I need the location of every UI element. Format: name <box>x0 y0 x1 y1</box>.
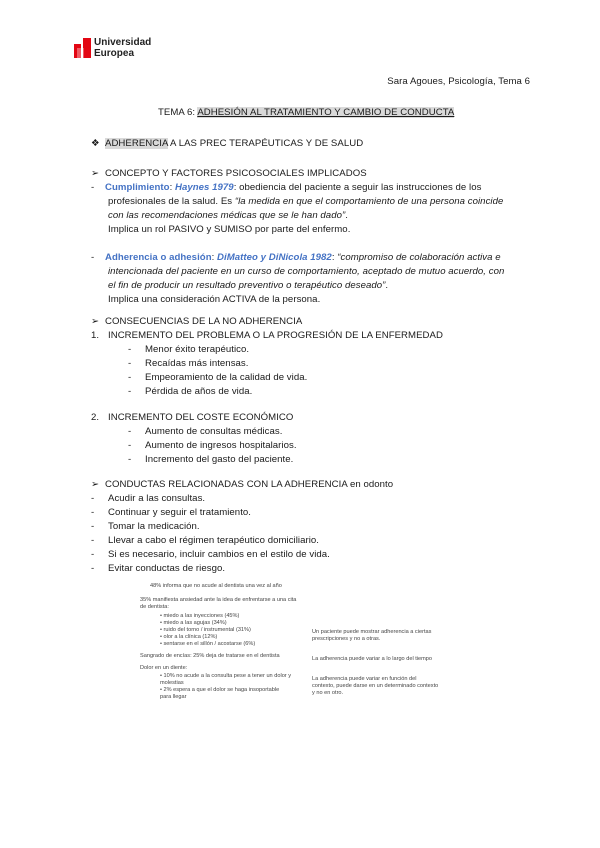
image-text-line: para llegar <box>160 694 187 700</box>
concepto-heading <box>91 167 367 180</box>
concepto-heading-text: CONCEPTO Y FACTORES PSICOSOCIALES IMPLICADOS <box>105 168 367 179</box>
logo-text <box>94 37 151 59</box>
list-item <box>128 425 282 438</box>
dash-bullet: - <box>128 386 132 397</box>
image-text-line: • ruido del torno / instrumental (31%) <box>160 627 251 633</box>
dash-bullet: - <box>91 493 95 504</box>
adherencia-line-1 <box>91 251 501 264</box>
title-prefix: TEMA 6: <box>158 107 198 118</box>
consecuencias-group-2-title <box>91 411 293 424</box>
cumplimiento-line-3 <box>108 209 348 222</box>
header-author-info: Sara Agoues, Psicología, Tema 6 <box>387 76 530 87</box>
list-item <box>128 343 249 356</box>
list-item <box>128 453 293 466</box>
dash-bullet: - <box>128 344 132 355</box>
image-text-line: • sentarse en el sillón / acostarse (6%) <box>160 641 256 647</box>
dash-bullet: - <box>91 535 95 546</box>
list-item-text: Continuar y seguir el tratamiento. <box>108 507 252 518</box>
logo-mark-icon <box>74 38 91 58</box>
image-text-line: 35% manifiesta ansiedad ante la idea de enfrentarse a una cita <box>140 597 297 603</box>
image-note-line: La adherencia puede variar en función del <box>312 676 417 682</box>
adherencia-line-2: intencionada del paciente en un curso de comportamiento, aceptado de mutuo acuerdo, con <box>108 266 505 277</box>
image-note-line: y no en otro. <box>312 690 344 696</box>
list-item-text: Evitar conductas de riesgo. <box>108 563 226 574</box>
image-text-line: • olor a la clínica (12%) <box>160 634 218 640</box>
image-text-line: • 2% espera a que el dolor se haga insoportable <box>160 687 280 693</box>
image-note-line: prescripciones y no a otras. <box>312 636 381 642</box>
conductas-heading <box>91 478 393 491</box>
list-number: 2. <box>91 412 100 423</box>
list-item <box>91 506 251 519</box>
cumplimiento-line-2 <box>108 195 503 208</box>
cumplimiento-text-2: profesionales de la salud. Es <box>108 196 235 207</box>
period: . <box>385 280 389 291</box>
university-logo <box>74 37 164 63</box>
arrow-bullet-icon: ➢ <box>91 479 100 490</box>
cumplimiento-quote-1: “la medida en que el comportamiento de una persona coincide <box>234 196 504 207</box>
dash-bullet: - <box>91 182 95 193</box>
group-title: INCREMENTO DEL COSTE ECONÓMICO <box>108 412 294 423</box>
image-text-line: 48% informa que no acude al dentista una vez al año <box>150 583 282 589</box>
image-text-line: de dentista: <box>140 604 169 610</box>
dash-bullet: - <box>128 454 132 465</box>
cumplimiento-text: : obediencia del paciente a seguir las instrucciones de los <box>233 182 482 193</box>
page-title <box>158 106 454 119</box>
logo-line-2: Europea <box>94 48 135 59</box>
image-note-line: Un paciente puede mostrar adherencia a ciertas <box>312 629 432 635</box>
diamond-bullet-icon: ❖ <box>91 138 100 149</box>
title-highlight: ADHESIÓN AL TRATAMIENTO Y CAMBIO DE CONDUCTA <box>197 107 455 118</box>
cumplimiento-term: Cumplimiento <box>105 182 170 193</box>
image-text-line: • miedo a las inyecciones (45%) <box>160 613 240 619</box>
list-item <box>128 385 252 398</box>
cumplimiento-author: Haynes 1979 <box>175 182 234 193</box>
list-item-text: Menor éxito terapéutico. <box>145 344 250 355</box>
image-text-line: • miedo a las agujas (34%) <box>160 620 227 626</box>
list-item-text: Incremento del gasto del paciente. <box>145 454 294 465</box>
period: . <box>345 210 348 221</box>
adherencia-line-4: Implica una consideración ACTIVA de la persona. <box>108 294 321 305</box>
colon-2: : <box>331 252 338 263</box>
conductas-heading-text: CONDUCTAS RELACIONADAS CON LA ADHERENCIA en odonto <box>105 479 394 490</box>
dash-bullet: - <box>128 426 132 437</box>
list-item <box>91 534 319 547</box>
list-item <box>91 548 330 561</box>
adherencia-line-3 <box>108 279 388 292</box>
image-text-line: Sangrado de encías: 25% deja de tratarse en el dentista <box>140 653 280 659</box>
dash-bullet: - <box>91 563 95 574</box>
image-text-line: • 10% no acude a la consulta pese a tener un dolor y <box>160 673 292 679</box>
dash-bullet: - <box>128 372 132 383</box>
list-item-text: Empeoramiento de la calidad de vida. <box>145 372 308 383</box>
cumplimiento-line-1 <box>91 181 481 194</box>
list-item <box>128 371 307 384</box>
list-item-text: Recaídas más intensas. <box>145 358 249 369</box>
dash-bullet: - <box>91 252 95 263</box>
logo-line-1: Universidad <box>94 37 152 48</box>
adherencia-author: DiMatteo y DiNicola 1982 <box>217 252 332 263</box>
consecuencias-group-1-title <box>91 329 443 342</box>
embedded-slide-image <box>140 583 472 703</box>
list-item-text: Aumento de consultas médicas. <box>145 426 283 437</box>
section-rest: A LAS PREC TERAPÉUTICAS Y DE SALUD <box>167 138 364 149</box>
list-item-text: Pérdida de años de vida. <box>145 386 253 397</box>
image-text-line: molestias <box>160 680 184 686</box>
list-item-text: Tomar la medicación. <box>108 521 200 532</box>
consecuencias-heading-text: CONSECUENCIAS DE LA NO ADHERENCIA <box>105 316 303 327</box>
group-title: INCREMENTO DEL PROBLEMA O LA PROGRESIÓN DE LA ENFERMEDAD <box>108 330 443 341</box>
list-item <box>91 492 205 505</box>
dash-bullet: - <box>91 549 95 560</box>
list-item-text: Aumento de ingresos hospitalarios. <box>145 440 297 451</box>
cumplimiento-quote-2: con las recomendaciones médicas que se le han dado” <box>108 210 346 221</box>
dash-bullet: - <box>91 507 95 518</box>
list-item-text: Si es necesario, incluir cambios en el estilo de vida. <box>108 549 330 560</box>
section-heading-adherencia <box>91 137 363 150</box>
list-item <box>128 357 248 370</box>
image-note-line: contexto, puede darse en un determinado contexto <box>312 683 439 689</box>
arrow-bullet-icon: ➢ <box>91 316 100 327</box>
list-item-text: Acudir a las consultas. <box>108 493 206 504</box>
list-item <box>128 439 297 452</box>
list-item <box>91 562 225 575</box>
cumplimiento-line-4: Implica un rol PASIVO y SUMISO por parte del enfermo. <box>108 224 351 235</box>
colon: : <box>169 182 175 193</box>
dash-bullet: - <box>128 358 132 369</box>
list-item-text: Llevar a cabo el régimen terapéutico domiciliario. <box>108 535 320 546</box>
colon: : <box>211 252 218 263</box>
adherencia-quote-1: “compromiso de colaboración activa e <box>337 252 501 263</box>
image-note-line: La adherencia puede variar a lo largo del tiempo <box>312 656 433 662</box>
dash-bullet: - <box>91 521 95 532</box>
adherencia-term: Adherencia o adhesión <box>105 252 212 263</box>
arrow-bullet-icon: ➢ <box>91 168 100 179</box>
dash-bullet: - <box>128 440 132 451</box>
list-item <box>91 520 200 533</box>
adherencia-quote-3: el fin de producir un resultado preventivo o terapéutico deseado” <box>108 280 386 291</box>
consecuencias-heading <box>91 315 302 328</box>
section-highlight: ADHERENCIA <box>105 138 168 149</box>
image-text-line: Dolor en un diente: <box>140 665 188 671</box>
list-number: 1. <box>91 330 100 341</box>
